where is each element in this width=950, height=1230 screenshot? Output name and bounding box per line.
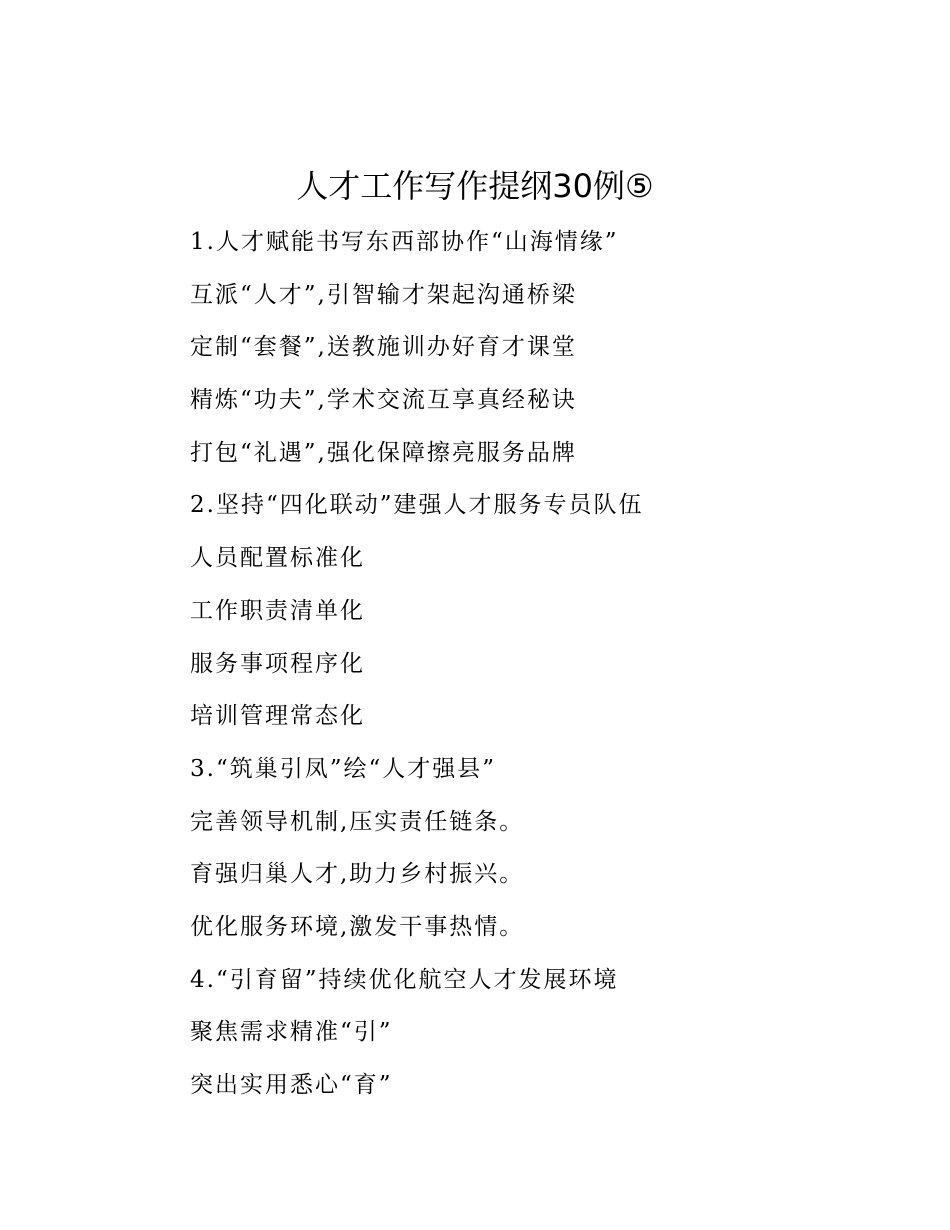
document-title: 人才工作写作提纲30例⑤ — [296, 167, 654, 205]
outline-line: 互派“人才”,引智输才架起沟通桥梁 — [190, 281, 577, 308]
outline-line: 精炼“功夫”,学术交流互享真经秘诀 — [190, 387, 577, 414]
outline-list — [190, 225, 890, 1121]
outline-line: 人员配置标准化 — [190, 545, 365, 572]
outline-line: 育强归巢人才,助力乡村振兴。 — [190, 861, 525, 888]
outline-line: 优化服务环境,激发干事热情。 — [190, 913, 525, 940]
outline-heading-1: 1.人才赋能书写东西部协作“山海情缘” — [190, 229, 619, 255]
outline-line: 突出实用悉心“育” — [190, 1072, 393, 1098]
outline-line: 服务事项程序化 — [190, 650, 365, 677]
outline-line: 定制“套餐”,送教施训办好育才课堂 — [190, 334, 577, 361]
outline-heading-4: 4.“引育留”持续优化航空人才发展环境 — [190, 966, 619, 993]
outline-heading-2: 2.坚持“四化联动”建强人才服务专员队伍 — [190, 492, 644, 519]
outline-line: 培训管理常态化 — [190, 703, 365, 730]
outline-line: 打包“礼遇”,强化保障擦亮服务品牌 — [190, 439, 577, 466]
outline-line: 聚焦需求精准“引” — [190, 1019, 393, 1046]
outline-line: 工作职责清单化 — [190, 597, 365, 624]
outline-line: 完善领导机制,压实责任链条。 — [190, 808, 525, 835]
outline-heading-3: 3.“筑巢引凤”绘“人才强县” — [190, 755, 496, 782]
